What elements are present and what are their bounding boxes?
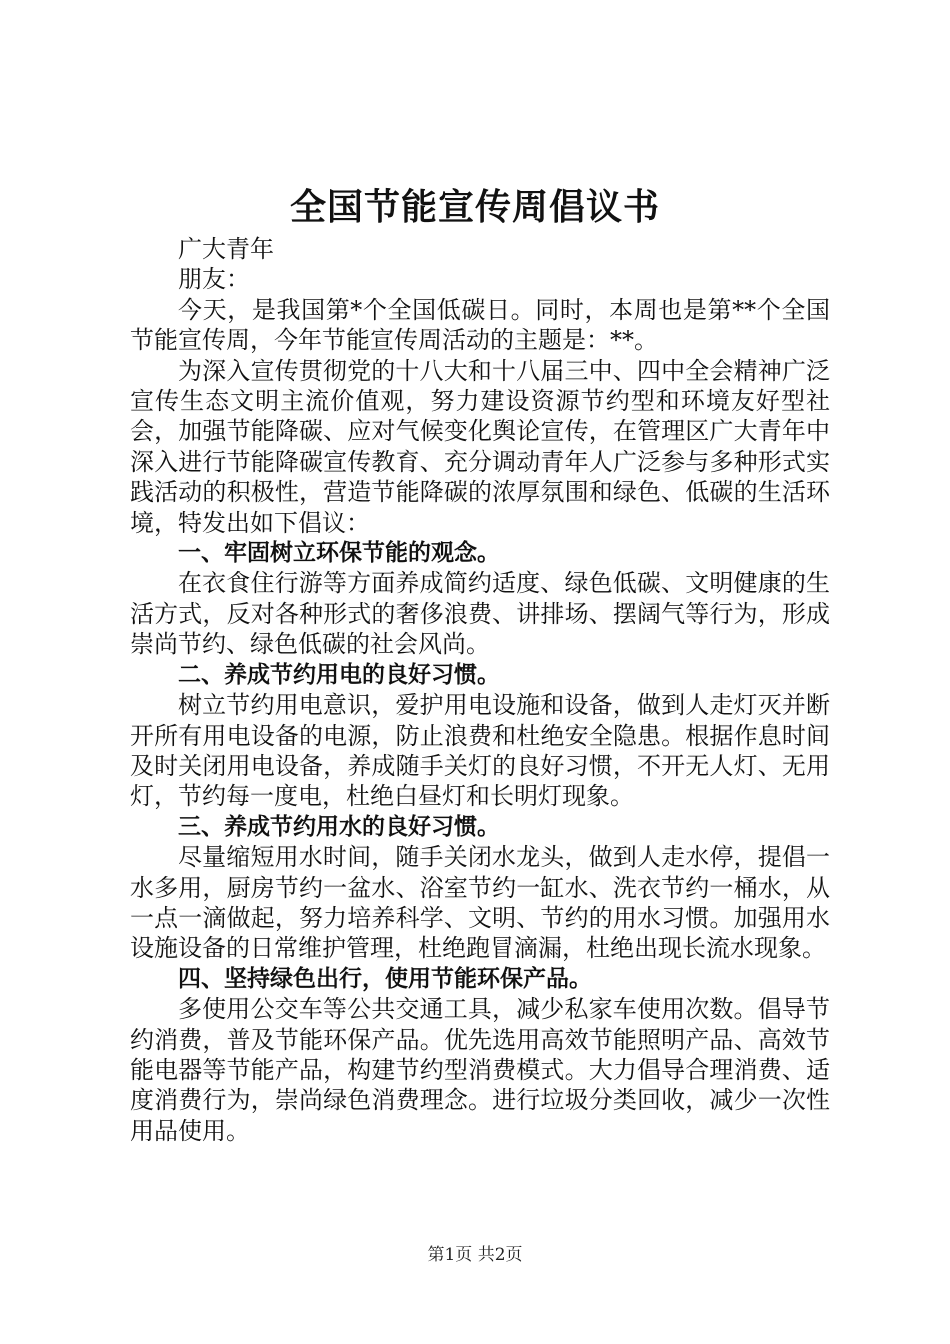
- paragraph-section-1: 在衣食住行游等方面养成简约适度、绿色低碳、文明健康的生活方式，反对各种形式的奢侈浪费、讲排场、摆阔气等行为，形成崇尚节约、绿色低碳的社会风尚。: [130, 569, 830, 659]
- paragraph-section-3: 尽量缩短用水时间，随手关闭水龙头，做到人走水停，提倡一水多用，厨房节约一盆水、浴室节约一缸水、洗衣节约一桶水，从一点一滴做起，努力培养科学、文明、节约的用水习惯。加强用水设施设备的日常维护管理，杜绝跑冒滴漏，杜绝出现长流水现象。: [130, 843, 830, 963]
- document-body: [130, 234, 830, 1146]
- document-title: 全国节能宣传周倡议书: [289, 187, 660, 228]
- section-heading-4: 四、坚持绿色出行，使用节能环保产品。: [178, 965, 592, 992]
- paragraph-purpose: 为深入宣传贯彻党的十八大和十八届三中、四中全会精神广泛宣传生态文明主流价值观，努力建设资源节约型和环境友好型社会，加强节能降碳、应对气候变化舆论宣传，在管理区广大青年中深入进行节能降碳宣传教育、充分调动青年人广泛参与多种形式实践活动的积极性，营造节能降碳的浓厚氛围和绿色、低碳的生活环境，特发出如下倡议：: [130, 356, 830, 537]
- paragraph-intro: 今天，是我国第*个全国低碳日。同时，本周也是第**个全国节能宣传周，今年节能宣传周活动的主题是：**。: [130, 295, 830, 355]
- section-heading-3: 三、养成节约用水的良好习惯。: [178, 813, 500, 840]
- section-heading-2: 二、养成节约用电的良好习惯。: [178, 661, 500, 688]
- section-heading-1: 一、牢固树立环保节能的观念。: [178, 540, 500, 567]
- salutation-line-2: 朋友：: [178, 265, 250, 294]
- salutation-line-1: 广大青年: [178, 235, 274, 263]
- paragraph-section-2: 树立节约用电意识，爱护用电设施和设备，做到人走灯灭并断开所有用电设备的电源，防止浪费和杜绝安全隐患。根据作息时间及时关闭用电设备，养成随手关灯的良好习惯，不开无人灯、无用灯，节约每一度电，杜绝白昼灯和长明灯现象。: [130, 691, 830, 811]
- paragraph-section-4: 多使用公交车等公共交通工具，减少私家车使用次数。倡导节约消费，普及节能环保产品。优先选用高效节能照明产品、高效节能电器等节能产品，构建节约型消费模式。大力倡导合理消费、适度消费行为，崇尚绿色消费理念。进行垃圾分类回收，减少一次性用品使用。: [130, 995, 830, 1145]
- page-footer: 第1页 共2页: [427, 1245, 523, 1265]
